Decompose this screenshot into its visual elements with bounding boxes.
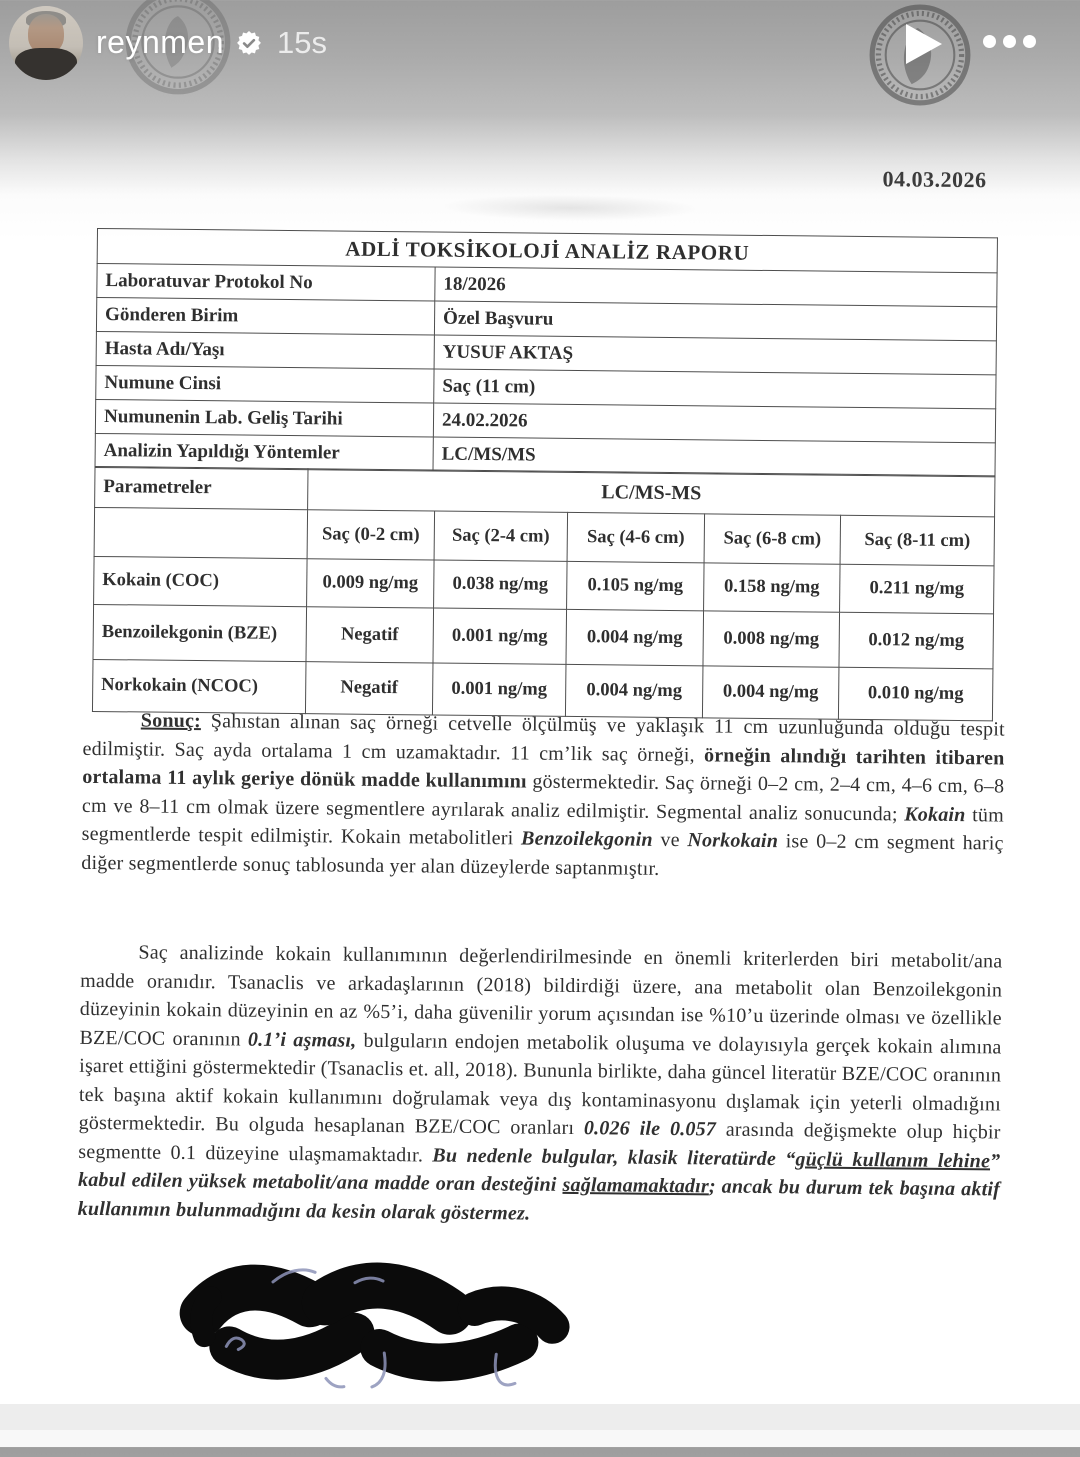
info-label: Gönderen Birim	[96, 297, 434, 335]
info-value: Özel Başvuru	[434, 301, 996, 341]
evaluation-paragraph: Saç analizinde kokain kullanımının değerlendirilmesinde en önemli kriterlerden biri metabolit/ana madde oranıdır. Tsanaclis ve arkadaşlarının (2018) bildirdiği üzere, ana metabolit olan Benzoilekgonin düzeyinin kokain düzeyinin en az %5’i, daha güvenilir yorum açısından ise %10’u üzerinde olması ve özellikle BZE/COC oranının 0.1’i aşması, bulguların endojen metabolik oluşuma ve dolayısıyla gerçek kokain alımına işaret ettiğini göstermektedir (Tsanaclis et. all, 2018). Bununla birlikte, daha güncel literatür BZE/COC oranının tek başına aktif kokain kullanımını doğrulamak veya dış kontaminasyonu dışlamak için yeterli olmadığını göstermektedir. Bu olguda hesaplanan BZE/COC oranları 0.026 ile 0.057 arasında değişmekte olup hiçbir segmentte 0.1 düzeyine ulaşmamaktadır. Bu nedenle bulgular, klasik literatürde “güçlü kullanım lehine” kabul edilen yüksek metabolit/ana madde oran desteğini sağlamamaktadır; ancak bu durum tek başına aktif kullanımın bulunmadığını da kesin olarak göstermez.	[77, 941, 1003, 1225]
redacted-signature	[174, 1251, 576, 1405]
info-label: Analizin Yapıldığı Yöntemler	[95, 433, 433, 471]
segment-header: Saç (0-2 cm)	[307, 510, 435, 560]
result-value: 0.211 ng/mg	[840, 565, 995, 615]
method-header: LC/MS-MS	[308, 469, 995, 517]
story-username[interactable]: reynmen	[96, 24, 224, 60]
info-value: Saç (11 cm)	[434, 369, 996, 409]
bottom-area	[0, 1430, 1080, 1447]
result-value: Negatif	[305, 662, 433, 715]
segment-header: Saç (2-4 cm)	[434, 511, 568, 561]
info-label: Numunenin Lab. Geliş Tarihi	[95, 399, 433, 437]
info-value: 24.02.2026	[433, 403, 995, 443]
dot-icon	[1003, 35, 1016, 48]
info-label: Hasta Adı/Yaşı	[96, 331, 434, 369]
avatar-shirt	[15, 48, 77, 80]
result-value: 0.001 ng/mg	[432, 663, 566, 716]
more-options-button[interactable]	[983, 35, 1036, 48]
result-value: 0.010 ng/mg	[838, 668, 993, 722]
sonuc-heading: Sonuç:	[140, 709, 202, 733]
result-value: 0.158 ng/mg	[704, 563, 840, 612]
result-value: 0.009 ng/mg	[307, 559, 434, 608]
dot-icon	[1023, 35, 1036, 48]
dot-icon	[983, 35, 996, 48]
result-value: 0.004 ng/mg	[566, 610, 704, 666]
avatar[interactable]	[9, 6, 83, 80]
segment-header: Saç (4-6 cm)	[567, 513, 705, 563]
info-value: 18/2026	[435, 267, 997, 307]
report-title: ADLİ TOKSİKOLOJİ ANALİZ RAPORU	[97, 228, 997, 272]
result-value: 0.038 ng/mg	[434, 560, 567, 609]
parameter-name: Norkokain (NCOC)	[92, 660, 306, 714]
info-label: Numune Cinsi	[96, 365, 434, 403]
result-value: 0.004 ng/mg	[565, 665, 703, 718]
info-value: YUSUF AKTAŞ	[434, 335, 996, 375]
result-value: Negatif	[306, 607, 434, 663]
info-value: LC/MS/MS	[433, 437, 995, 477]
story-timestamp: 15s	[277, 25, 327, 60]
conclusion-paragraph: Sonuç: Şahıstan alınan saç örneği cetvelle ölçülmüş ve yaklaşık 11 cm uzunluğunda olduğu tespit edilmiştir. Saç ayda ortalama 1 cm uzamaktadır. 11 cm’lik saç örneği, örneğin alındığı tarihten itibaren ortalama 11 aylık geriye dönük madde kullanımını göstermektedir. Saç örneği 0–2 cm, 2–4 cm, 4–6 cm, 6–8 cm ve 8–11 cm olmak üzere segmentlere ayrılarak analiz edilmiştir. Segmental analiz sonucunda; Kokain tüm segmentlerde tespit edilmiştir. Kokain metabolitleri Benzoilekgonin ve Norkokain ise 0–2 cm segment hariç diğer segmentlerde sonuç tablosunda yer alan düzeylerde saptanmıştır.	[81, 709, 1005, 880]
empty-cell	[94, 508, 308, 559]
report-date: 04.03.2026	[882, 166, 987, 193]
result-value: 0.004 ng/mg	[702, 666, 839, 719]
scan-smudge	[440, 194, 700, 223]
parameter-name: Kokain (COC)	[94, 557, 307, 607]
report-results-table	[92, 466, 996, 721]
segment-header: Saç (6-8 cm)	[704, 514, 841, 564]
verified-badge-icon	[236, 31, 262, 57]
report-info-table	[95, 228, 998, 477]
result-value: 0.012 ng/mg	[839, 613, 994, 670]
play-button[interactable]	[901, 21, 945, 67]
result-value: 0.001 ng/mg	[433, 608, 567, 664]
parameter-name: Benzoilekgonin (BZE)	[93, 605, 307, 662]
result-value: 0.105 ng/mg	[567, 562, 704, 611]
bottom-gray-strip	[0, 1404, 1080, 1430]
result-value: 0.008 ng/mg	[703, 611, 840, 667]
parameters-label: Parametreler	[95, 467, 308, 510]
segment-header: Saç (8-11 cm)	[840, 516, 995, 567]
info-label: Laboratuvar Protokol No	[97, 263, 435, 301]
story-header	[0, 0, 1080, 115]
